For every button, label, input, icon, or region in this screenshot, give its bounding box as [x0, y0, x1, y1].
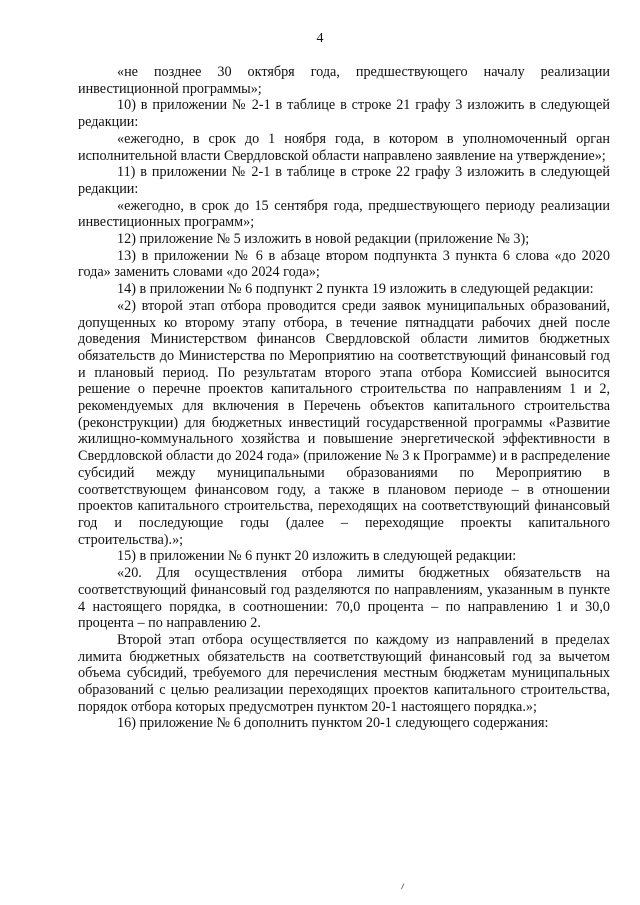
paragraph-item-10-quote: «ежегодно, в срок до 1 ноября года, в котором в уполномоченный орган исполнительной власти Свердловской области направлено заявление на утверждение»;: [78, 130, 610, 164]
paragraph-item-15-quote: «20. Для осуществления отбора лимиты бюджетных обязательств на соответствующий финансовый год разделяются по направлениям, указанным в пункте 4 настоящего порядка, в соотношении: 70,0 процента – по направлению 1 и 30,0 процента – по направлению 2.: [78, 565, 610, 632]
scan-mark: [401, 883, 407, 890]
page-number: 4: [316, 31, 324, 46]
paragraph-second-stage: Второй этап отбора осуществляется по каждому из направлений в пределах лимита бюджетных обязательств на соответствующий финансовый год за вычетом объема субсидий, требуемого для перечисления местным бюджетам муниципальных образований с целью реализации переходящих проектов капитального строительства, порядок отбора которых предусмотрен пунктом 20-1 настоящего порядка.»;: [78, 631, 610, 715]
paragraph-item-14: 14) в приложении № 6 подпункт 2 пункта 19 изложить в следующей редакции:: [117, 281, 594, 298]
paragraph-item-11-quote: «ежегодно, в срок до 15 сентября года, предшествующего периоду реализации инвестиционных программ»;: [78, 197, 610, 231]
paragraph-item-16: 16) приложение № 6 дополнить пунктом 20-1 следующего содержания:: [117, 715, 549, 732]
paragraph-item-14-quote: «2) второй этап отбора проводится среди заявок муниципальных образований, допущенных ко второму этапу отбора, в течение пятнадцати рабочих дней после доведения Министерством финансов Свердловской области лимитов бюджетных обязательств до Министерства по Мероприятию на соответствующий финансовый год и плановый период. По результатам второго этапа отбора Комиссией выносится решение о перечне проектов капитального строительства по направлениям 1 и 2, рекомендуемых для включения в Перечень объектов капитального строительства (реконструкции) для бюджетных инвестиций государственной программы «Развитие жилищно-коммунального хозяйства и повышение энергетической эффективности в Свердловской области до 2024 года» (приложение № 3 к Программе) и в распределение субсидий между муниципальными образованиями по Мероприятию в соответствующем финансовом году, а также в плановом периоде – в отношении проектов капитального строительства, переходящих на соответствующий финансовый год и последующие годы (далее – переходящие проекты капитального строительства).»;: [78, 297, 610, 548]
paragraph-item-15: 15) в приложении № 6 пункт 20 изложить в следующей редакции:: [117, 548, 517, 565]
paragraph-item-11: 11) в приложении № 2-1 в таблице в строке 22 графу 3 изложить в следующей редакции:: [78, 164, 610, 197]
paragraph-item-10: 10) в приложении № 2-1 в таблице в строке 21 графу 3 изложить в следующей редакции:: [78, 97, 610, 131]
paragraph-item-12: 12) приложение № 5 изложить в новой редакции (приложение № 3);: [117, 231, 530, 248]
paragraph-deadline-quote: «не позднее 30 октября года, предшествующего началу реализации инвестиционной программы»;: [78, 64, 610, 97]
document-body: [78, 64, 610, 732]
paragraph-item-13: 13) в приложении № 6 в абзаце втором подпункта 3 пункта 6 слова «до 2020 года» заменить словами «до 2024 года»;: [78, 247, 610, 281]
